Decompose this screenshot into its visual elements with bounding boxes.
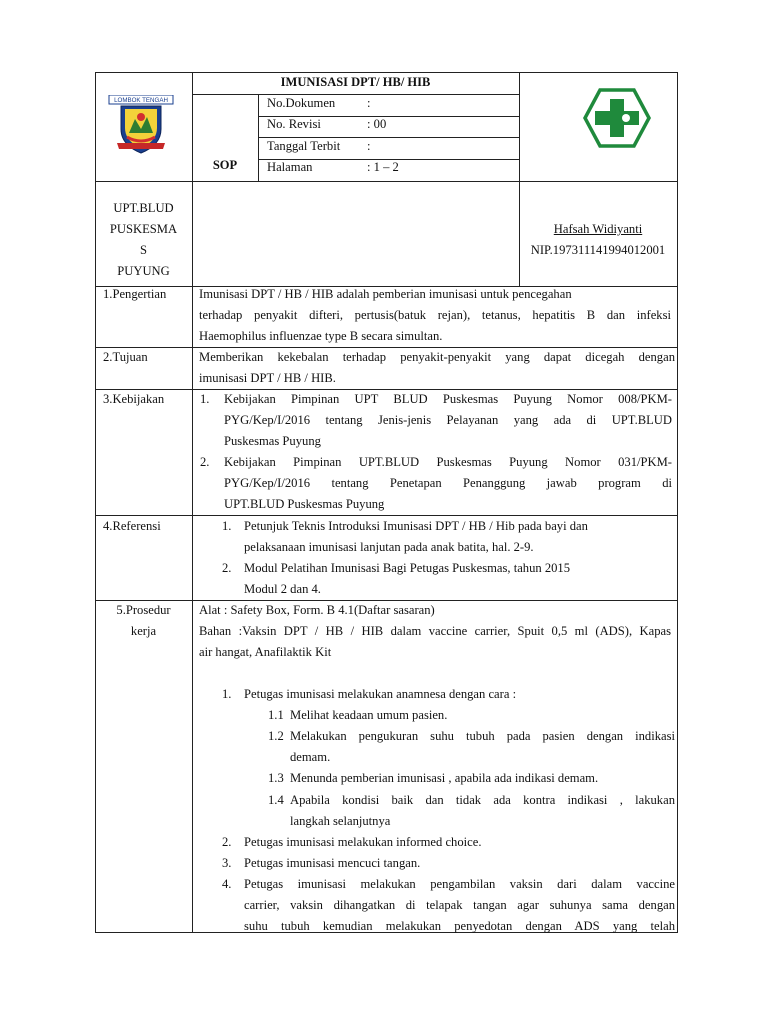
kebijakan-item-2-line-1: Kebijakan Pimpinan UPT.BLUD Puskesmas Puyung Nomor 031/PKM-: [224, 455, 672, 469]
field-no-dokumen-label: No.Dokumen: [267, 96, 336, 110]
kebijakan-item-2-line-2: PYG/Kep/I/2016 tentang Penetapan Penanggung jawab program di: [224, 476, 672, 490]
pengertian-line-1: Imunisasi DPT / HB / HIB adalah pemberian imunisasi untuk pencegahan: [199, 287, 572, 301]
pengertian-line-2: terhadap penyakit difteri, pertusis(batuk rejan), tetanus, hepatitis B dan infeksi: [199, 308, 671, 322]
org-name-line-1: UPT.BLUD: [113, 201, 174, 215]
logo-caption: LOMBOK TENGAH: [114, 97, 168, 104]
org-name-line-3: S: [139, 243, 147, 257]
prosedur-step-2-num: 2.: [222, 835, 232, 849]
prosedur-step-4-num: 4.: [222, 877, 232, 891]
tujuan-line-1: Memberikan kekebalan terhadap penyakit-penyakit yang dapat dicegah dengan: [199, 350, 675, 364]
field-no-revisi-value: : 00: [367, 117, 387, 131]
kebijakan-item-1-line-3: Puskesmas Puyung: [224, 434, 321, 448]
lombok-tengah-logo: [107, 95, 175, 155]
prosedur-label-line-2: kerja: [130, 624, 157, 638]
prosedur-step-2-text: Petugas imunisasi melakukan informed choice.: [244, 835, 482, 849]
prosedur-substep-1-4-line-2: langkah selanjutnya: [290, 814, 391, 828]
prosedur-alat: Alat : Safety Box, Form. B 4.1(Daftar sasaran): [199, 603, 435, 617]
prosedur-step-1-num: 1.: [222, 687, 232, 701]
kebijakan-item-1-num: 1.: [200, 392, 210, 406]
kebijakan-item-1-line-1: Kebijakan Pimpinan UPT BLUD Puskesmas Puyung Nomor 008/PKM-: [224, 392, 672, 406]
referensi-label: 4.Referensi: [103, 519, 161, 533]
field-halaman-label: Halaman: [267, 160, 313, 174]
prosedur-step-3-text: Petugas imunisasi mencuci tangan.: [244, 856, 421, 870]
kebijakan-label: 3.Kebijakan: [103, 392, 165, 406]
field-tanggal-terbit-label: Tanggal Terbit: [267, 139, 341, 153]
referensi-item-1-num: 1.: [222, 519, 232, 533]
document-title: IMUNISASI DPT/ HB/ HIB: [280, 75, 431, 89]
prosedur-substep-1-2-line-1: Melakukan pengukuran suhu tubuh pada pasien dengan indikasi: [290, 729, 675, 743]
prosedur-bahan-line-2: air hangat, Anafilaktik Kit: [199, 645, 332, 659]
puskesmas-logo: [583, 87, 651, 149]
referensi-item-1-line-1: Petunjuk Teknis Introduksi Imunisasi DPT / HB / Hib pada bayi dan: [244, 519, 588, 533]
pengertian-line-3: Haemophilus influenzae type B secara simultan.: [199, 329, 443, 343]
referensi-item-1-line-2: pelaksanaan imunisasi lanjutan pada anak batita, hal. 2-9.: [244, 540, 534, 554]
referensi-item-2-line-2: Modul 2 dan 4.: [244, 582, 321, 596]
prosedur-substep-1-4-num: 1.4: [268, 793, 284, 807]
field-no-revisi-label: No. Revisi: [267, 117, 321, 131]
kebijakan-item-2-num: 2.: [200, 455, 210, 469]
tujuan-label: 2.Tujuan: [103, 350, 148, 364]
prosedur-substep-1-4-line-1: Apabila kondisi baik dan tidak ada kontra indikasi , lakukan: [290, 793, 675, 807]
field-tanggal-terbit-value: :: [367, 139, 371, 153]
prosedur-substep-1-1-text: Melihat keadaan umum pasien.: [290, 708, 448, 722]
prosedur-step-3-num: 3.: [222, 856, 232, 870]
prosedur-step-4-line-2: carrier, vaksin dihangatkan di telapak tangan agar suhunya sama dengan: [244, 898, 675, 912]
prosedur-substep-1-1-num: 1.1: [268, 708, 284, 722]
regional-emblem-icon: [107, 95, 175, 155]
field-halaman-value: : 1 – 2: [367, 160, 399, 174]
signer-nip: NIP.197311141994012001: [530, 243, 666, 257]
prosedur-substep-1-2-line-2: demam.: [290, 750, 331, 764]
org-name-line-4: PUYUNG: [117, 264, 170, 278]
prosedur-step-1-text: Petugas imunisasi melakukan anamnesa dengan cara :: [244, 687, 517, 701]
referensi-item-2-num: 2.: [222, 561, 232, 575]
prosedur-substep-1-2-num: 1.2: [268, 729, 284, 743]
org-name-line-2: PUSKESMA: [109, 222, 178, 236]
kebijakan-item-2-line-3: UPT.BLUD Puskesmas Puyung: [224, 497, 385, 511]
puskesmas-cross-icon: [583, 87, 651, 149]
prosedur-substep-1-3-num: 1.3: [268, 771, 284, 785]
prosedur-step-4-line-3: suhu tubuh kemudian melakukan penyedotan dengan ADS yang telah: [244, 919, 675, 933]
prosedur-step-4-line-1: Petugas imunisasi melakukan pengambilan vaksin dari dalam vaccine: [244, 877, 675, 891]
signer-name: Hafsah Widiyanti: [553, 222, 643, 236]
prosedur-label-line-1: 5.Prosedur: [116, 603, 171, 617]
tujuan-line-2: imunisasi DPT / HB / HIB.: [199, 371, 336, 385]
referensi-item-2-line-1: Modul Pelatihan Imunisasi Bagi Petugas Puskesmas, tahun 2015: [244, 561, 571, 575]
sop-label: SOP: [212, 158, 238, 172]
pengertian-label: 1.Pengertian: [103, 287, 167, 301]
field-no-dokumen-value: :: [367, 96, 371, 110]
prosedur-bahan-line-1: Bahan :Vaksin DPT / HB / HIB dalam vaccine carrier, Spuit 0,5 ml (ADS), Kapas: [199, 624, 671, 638]
kebijakan-item-1-line-2: PYG/Kep/I/2016 tentang Jenis-jenis Pelayanan yang ada di UPT.BLUD: [224, 413, 672, 427]
prosedur-substep-1-3-text: Menunda pemberian imunisasi , apabila ada indikasi demam.: [290, 771, 599, 785]
